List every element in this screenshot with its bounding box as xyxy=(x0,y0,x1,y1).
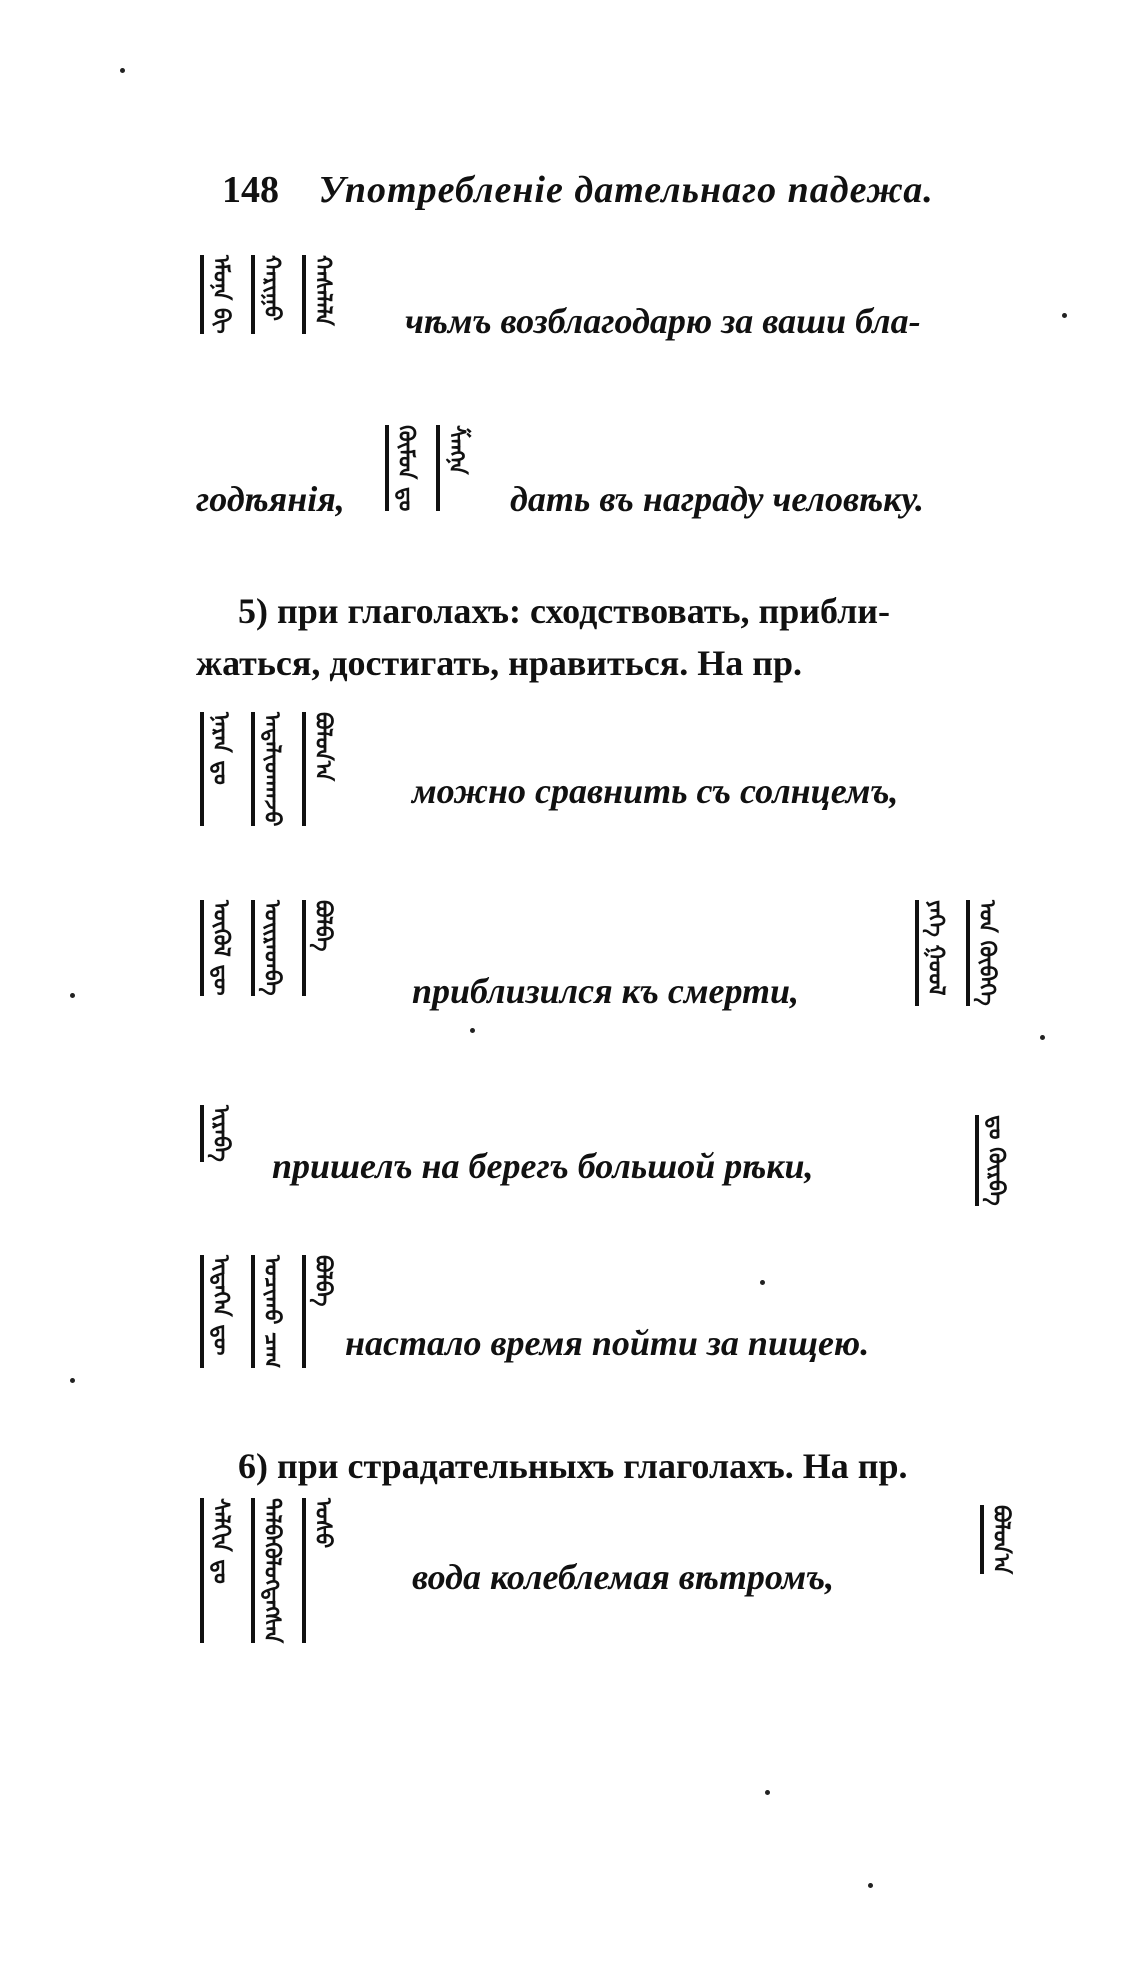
vertical-script-word: ᠪᠣᠯᠣᠨ᠎ᠠ xyxy=(302,712,335,826)
vertical-script-word: ᠦᠬᠦᠯ ᠳᠦ xyxy=(200,900,233,996)
text-line: 6) при страдательныхъ глаголахъ. На пр. xyxy=(238,1446,908,1486)
paper-speck xyxy=(120,68,125,73)
paper-speck xyxy=(765,1790,770,1795)
vertical-script-block xyxy=(980,1505,1013,1574)
text-line: настало время пойти за пищею. xyxy=(345,1323,870,1363)
page-header xyxy=(222,168,934,212)
vertical-script-word: ᠶᠡᠬᠡ ᠭᠣᠣᠯ xyxy=(915,900,948,1006)
text-line: пришелъ на берегъ большой рѣки, xyxy=(272,1146,814,1186)
vertical-script-word: ᠨᠠᠷᠠᠨ ᠳᠤ xyxy=(200,712,233,826)
text-line: вода колеблемая вѣтромъ, xyxy=(412,1557,835,1597)
vertical-script-word: ᠤᠰᠤ xyxy=(302,1498,335,1643)
vertical-script-word: ᠰᠠᠯᠬᠢᠨ ᠳᠤ xyxy=(200,1498,233,1643)
paper-speck xyxy=(1062,313,1067,318)
paper-speck xyxy=(470,1028,475,1033)
vertical-script-word: ᠳᠤ ᠬᠦᠷᠪᠡ xyxy=(975,1115,1008,1206)
paper-speck xyxy=(868,1883,873,1888)
vertical-script-block xyxy=(200,1105,233,1162)
vertical-script-word: ᠬᠠᠷᠢᠭᠤ xyxy=(251,255,284,334)
vertical-script-block xyxy=(975,1115,1008,1206)
paper-speck xyxy=(70,993,75,998)
vertical-script-block xyxy=(200,1498,335,1643)
vertical-script-block xyxy=(200,900,335,996)
text-line: жаться, достигать, нравиться. На пр. xyxy=(196,643,802,683)
text-line: чѣмъ возблагодарю за ваши бла- xyxy=(405,301,921,341)
vertical-script-word: ᠪᠣᠯᠪᠠ xyxy=(302,1255,335,1368)
page-number: 148 xyxy=(222,169,279,211)
paper-speck xyxy=(760,1280,765,1285)
vertical-script-word: ᠣᠢᠷᠠᠳᠪᠠ xyxy=(251,900,284,996)
vertical-script-word: ᠬᠦᠮᠦᠨ ᠳᠤ xyxy=(385,425,418,511)
vertical-script-word: ᠬᠠᠰᠠᠯᠠᠯᠠ xyxy=(302,255,335,334)
vertical-script-word: ᠡᠮᠦᠨᠡ ᠪᠢ xyxy=(200,255,233,334)
text-line: можно сравнить съ солнцемъ, xyxy=(412,771,899,811)
paper-speck xyxy=(1040,1035,1045,1040)
vertical-script-word: ᠪᠣᠯᠪᠠ xyxy=(302,900,335,996)
vertical-script-block xyxy=(915,900,999,1006)
vertical-script-block xyxy=(200,712,335,826)
vertical-script-word: ᠤᠨ ᠬᠥᠪᠡᠭᠡ xyxy=(966,900,999,1006)
text-line: годѣянія, xyxy=(196,479,345,519)
text-line: 5) при глаголахъ: сходствовать, прибли- xyxy=(238,591,891,631)
vertical-script-word: ᠠᠳᠠᠯᠢᠳᠬᠠᠵᠤ xyxy=(251,712,284,826)
paper-speck xyxy=(70,1378,75,1383)
vertical-script-block xyxy=(385,425,469,511)
running-title: Употребленіе дательнаго падежа. xyxy=(318,169,934,211)
vertical-script-word: ᠳᠡᠯᠪᠡᠭᠦᠯᠦᠭᠳᠡᠭᠰᠡᠨ xyxy=(251,1498,284,1643)
vertical-script-block xyxy=(200,255,335,334)
vertical-script-word: ᠱᠠᠩᠨᠠ xyxy=(436,425,469,511)
vertical-script-word: ᠢᠷᠡᠪᠡ xyxy=(200,1105,233,1162)
vertical-script-word: ᠢᠳᠡᠭᠡᠨ ᠳᠦ xyxy=(200,1255,233,1368)
vertical-script-word: ᠣᠴᠢᠬᠤ ᠴᠠᠭ xyxy=(251,1255,284,1368)
vertical-script-word: ᠪᠣᠯᠤᠨ᠎ᠠ xyxy=(980,1505,1013,1574)
vertical-script-block xyxy=(200,1255,335,1368)
text-line: приблизился къ смерти, xyxy=(412,971,800,1011)
text-line: дать въ награду человѣку. xyxy=(510,479,925,519)
